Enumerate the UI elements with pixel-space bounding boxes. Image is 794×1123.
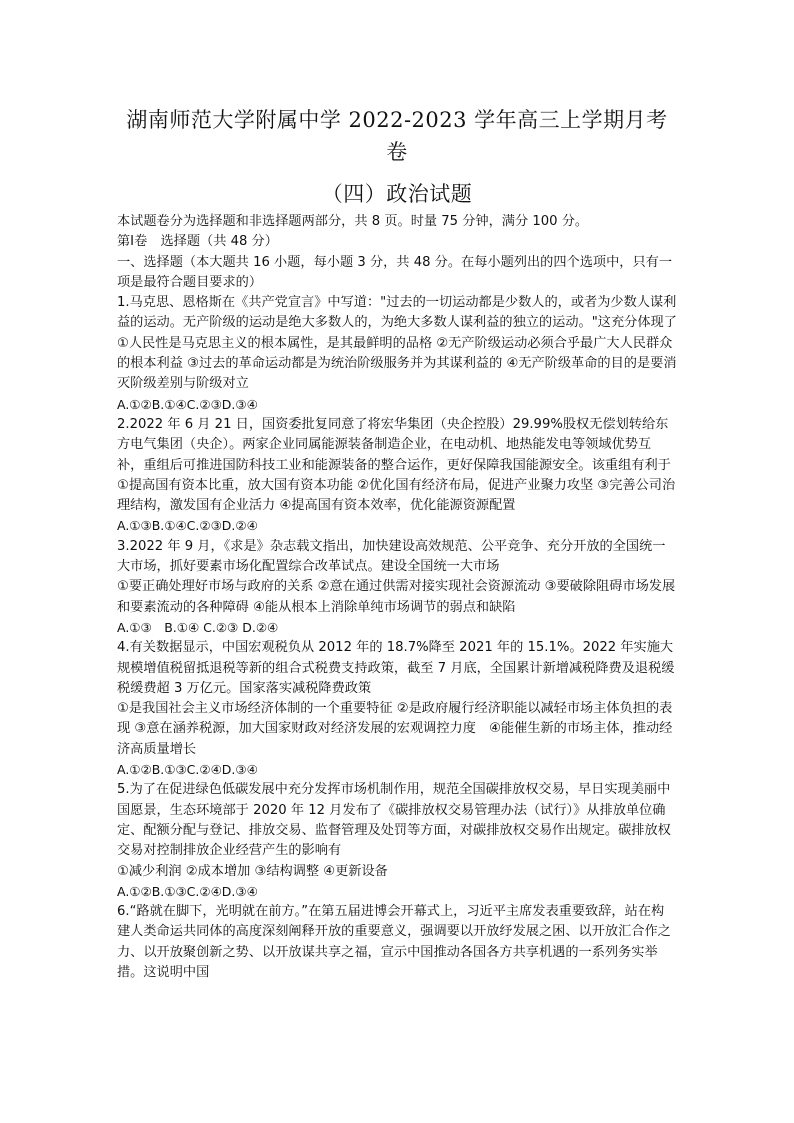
page-title: 湖南师范大学附属中学 2022-2023 学年高三上学期月考卷 <box>126 108 668 164</box>
question-statements: ①人民性是马克思主义的根本属性，是其最鲜明的品格 ②无产阶级运动必须合乎最广大人民群众的根本利益 ③过去的革命运动都是为统治阶级服务并为其谋利益的 ④无产阶级革命的目的是要消灭阶级差别与阶级对立 <box>117 335 677 392</box>
page-subtitle: （四）政治试题 <box>321 182 473 206</box>
question-stem: 3.2022 年 9 月，《求是》杂志载文指出，加快建设高效规范、公平竞争、充分开放的全国统一大市场，抓好要素市场化配置综合改革试点。建设全国统一大市场 <box>117 538 666 575</box>
question-stem: 1.马克思、恩格斯在《共产党宣言》中写道："过去的一切运动都是少数人的，或者为少数人谋利益的运动。无产阶级的运动是绝大多数人的，为绝大多数人谋利益的独立的运动。"这充分体现了 <box>117 295 677 331</box>
answer-choices: A.①③ B.①④ C.②③ D.②④ <box>117 619 279 635</box>
answer-choices: A.①②B.①③C.②④D.③④ <box>117 883 258 899</box>
question-4 <box>117 638 677 780</box>
question-6 <box>117 902 677 983</box>
answer-choices: A.①③B.①④C.②③D.②④ <box>117 518 258 534</box>
exam-info: 本试题卷分为选择题和非选择题两部分，共 8 页。时量 75 分钟，满分 100 分。 <box>117 214 589 229</box>
question-2 <box>117 415 677 537</box>
question-statements: ①减少利润 ②成本增加 ③结构调整 ④更新设备 <box>117 863 388 879</box>
answer-choices: A.①②B.①④C.②③D.③④ <box>117 396 258 412</box>
question-stem: 4.有关数据显示，中国宏观税负从 2012 年的 18.7%降至 2021 年的 15.1%。2022 年实施大规模增值税留抵退税等新的组合式税费支持政策，截至 7 月底，全国累计新增减税降费及退税缓税缓费超 3 万亿元。国家落实减税降费政策 <box>117 640 675 696</box>
exam-page <box>117 104 677 983</box>
answer-choices: A.①②B.①③C.②④D.③④ <box>117 762 258 778</box>
question-stem: 5.为了在促进绿色低碳发展中充分发挥市场机制作用，规范全国碳排放权交易，早日实现美丽中国愿景，生态环境部于 2020 年 12 月发布了《碳排放权交易管理办法（试行）》从排放单位确定、配额分配与登记、排放交易、监督管理及处罚等方面，对碳排放权交易作出规定。碳排放权交易对控制排放企业经营产生的影响有 <box>117 782 671 859</box>
question-statements: ①提高国有资本比重，放大国有资本功能 ②优化国有经济布局，促进产业聚力攻坚 ③完善公司治理结构，激发国有企业活力 ④提高国有资本效率，优化能源资源配置 <box>117 477 676 514</box>
question-statements: ①是我国社会主义市场经济体制的一个重要特征 ②是政府履行经济职能以减轻市场主体负担的表现 ③意在涵养税源，加大国家财政对经济发展的宏观调控力度 ④能催生新的市场主体，推动经济高质量增长 <box>117 701 673 757</box>
question-statements: ①要正确处理好市场与政府的关系 ②意在通过供需对接实现社会资源流动 ③要破除阻碍市场发展和要素流动的各种障碍 ④能从根本上消除单纯市场调节的弱点和缺陷 <box>117 579 676 615</box>
question-1 <box>117 293 677 415</box>
question-stem: 6.“路就在脚下，光明就在前方。”在第五届进博会开幕式上，习近平主席发表重要致辞，站在构建人类命运共同体的高度深刻阐释开放的重要意义，强调要以开放纾发展之困、以开放汇合作之力、以开放聚创新之势、以开放谋共享之福，宣示中国推动各国各方共享机遇的一系列务实举措。这说明中国 <box>117 904 671 980</box>
section-instructions: 一、选择题（本大题共 16 小题，每小题 3 分，共 48 分。在每小题列出的四个选项中，只有一项是最符合题目要求的） <box>117 254 673 290</box>
section-heading: 第Ⅰ卷 选择题（共 48 分） <box>117 234 278 250</box>
question-stem: 2.2022 年 6 月 21 日，国资委批复同意了将宏华集团（央企控股）29.99%股权无偿划转给东方电气集团（央企）。两家企业同属能源装备制造企业，在电动机、地热能发电等领域优势互补，重组后可推进国防科技工业和能源装备的整合运作，更好保障我国能源安全。该重组有利于 <box>117 416 671 473</box>
question-3 <box>117 537 677 638</box>
question-5 <box>117 780 677 902</box>
